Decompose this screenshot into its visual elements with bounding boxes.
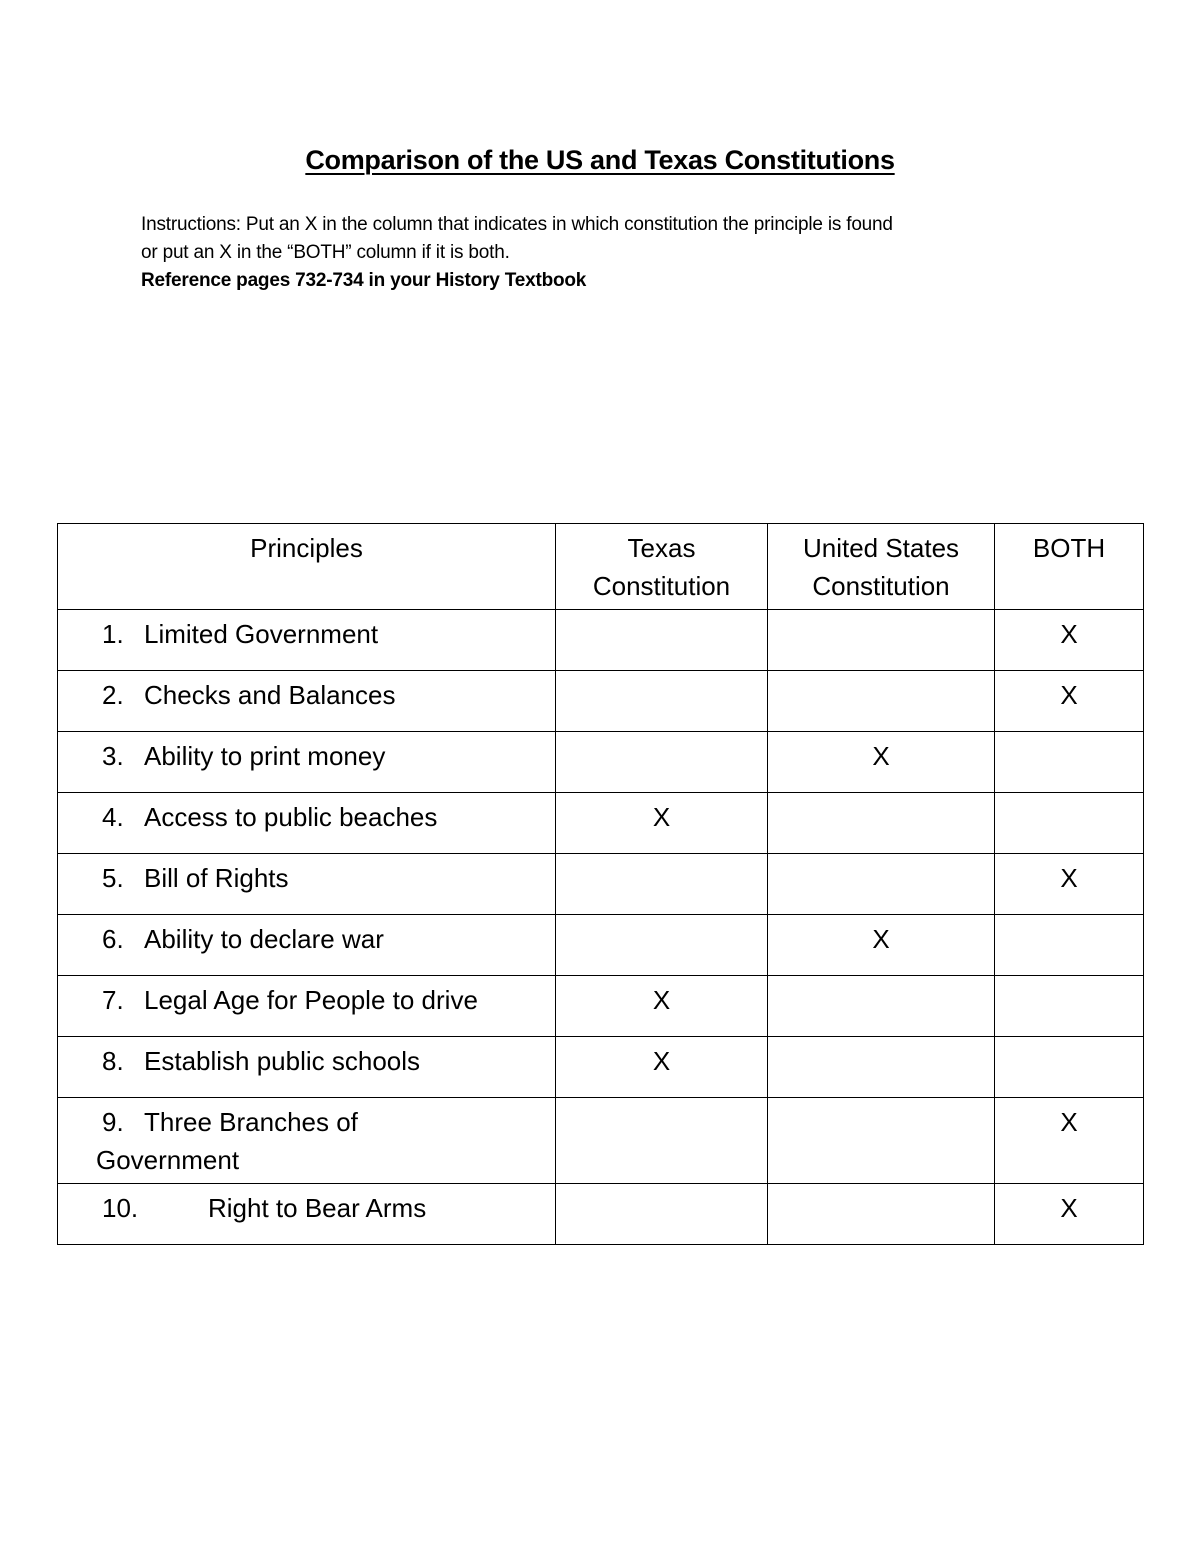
texas-mark-cell[interactable] — [556, 1184, 768, 1245]
table-header-row — [58, 524, 1144, 610]
principle-number: 2. — [102, 680, 124, 710]
texas-mark-cell[interactable] — [556, 915, 768, 976]
header-texas-constitution: Texas Constitution — [556, 524, 768, 610]
principle-number: 10. — [102, 1193, 139, 1223]
instructions-line-1: Instructions: Put an X in the column that indicates in which constitution the principle is found — [141, 214, 893, 235]
us-mark-cell[interactable] — [768, 1037, 995, 1098]
texas-mark-cell[interactable] — [556, 671, 768, 732]
us-mark-cell[interactable] — [768, 610, 995, 671]
principle-cell — [58, 671, 556, 732]
texas-mark-cell[interactable]: X — [556, 793, 768, 854]
both-mark-cell[interactable] — [995, 976, 1144, 1037]
reference-note: Reference pages 732-734 in your History Textbook — [141, 270, 587, 291]
texas-mark-cell[interactable] — [556, 610, 768, 671]
principle-cell — [58, 793, 556, 854]
table-row — [58, 793, 1144, 854]
document-title: Comparison of the US and Texas Constitutions — [305, 145, 895, 175]
header-both: BOTH — [995, 524, 1144, 610]
texas-mark-cell[interactable] — [556, 854, 768, 915]
instructions-line-2: or put an X in the “BOTH” column if it is both. — [141, 242, 510, 263]
table-row — [58, 1184, 1144, 1245]
principle-number: 1. — [102, 619, 124, 649]
us-mark-cell[interactable]: X — [768, 915, 995, 976]
principle-number: 8. — [102, 1046, 124, 1076]
principle-cell — [58, 610, 556, 671]
table-row — [58, 1037, 1144, 1098]
table-row — [58, 671, 1144, 732]
principle-label: Bill of Rights — [144, 863, 289, 893]
principle-number: 6. — [102, 924, 124, 954]
both-mark-cell[interactable]: X — [995, 671, 1144, 732]
us-mark-cell[interactable]: X — [768, 732, 995, 793]
both-mark-cell[interactable] — [995, 793, 1144, 854]
principle-number: 4. — [102, 802, 124, 832]
principle-label: Limited Government — [144, 619, 379, 649]
instructions-block — [141, 211, 1071, 295]
us-mark-cell[interactable] — [768, 793, 995, 854]
principle-label: Right to Bear Arms — [208, 1193, 427, 1223]
principle-cell — [58, 915, 556, 976]
principle-label: Access to public beaches — [144, 802, 438, 832]
table-row — [58, 915, 1144, 976]
principle-label: Checks and Balances — [144, 680, 396, 710]
texas-mark-cell[interactable]: X — [556, 1037, 768, 1098]
principle-label: Ability to declare war — [144, 924, 384, 954]
principle-cell — [58, 1037, 556, 1098]
principle-cell — [58, 1184, 556, 1245]
both-mark-cell[interactable] — [995, 1037, 1144, 1098]
texas-mark-cell[interactable]: X — [556, 976, 768, 1037]
principle-label: Establish public schools — [144, 1046, 421, 1076]
header-principles: Principles — [58, 524, 556, 610]
texas-mark-cell[interactable] — [556, 732, 768, 793]
principle-label: Legal Age for People to drive — [144, 985, 478, 1015]
both-mark-cell[interactable]: X — [995, 1184, 1144, 1245]
both-mark-cell[interactable]: X — [995, 1098, 1144, 1184]
principle-label-continued: Government — [96, 1145, 240, 1175]
principle-label: Ability to print money — [144, 741, 386, 771]
table-row — [58, 732, 1144, 793]
both-mark-cell[interactable] — [995, 732, 1144, 793]
header-us-constitution: United States Constitution — [768, 524, 995, 610]
us-mark-cell[interactable] — [768, 1184, 995, 1245]
us-mark-cell[interactable] — [768, 671, 995, 732]
table-row — [58, 976, 1144, 1037]
principle-label: Three Branches of — [144, 1107, 358, 1137]
table-row — [58, 1098, 1144, 1184]
table-row — [58, 610, 1144, 671]
comparison-table — [57, 523, 1144, 1245]
table-row — [58, 854, 1144, 915]
principle-number: 5. — [102, 863, 124, 893]
texas-mark-cell[interactable] — [556, 1098, 768, 1184]
principle-number: 3. — [102, 741, 124, 771]
us-mark-cell[interactable] — [768, 976, 995, 1037]
us-mark-cell[interactable] — [768, 854, 995, 915]
both-mark-cell[interactable] — [995, 915, 1144, 976]
us-mark-cell[interactable] — [768, 1098, 995, 1184]
principle-number: 9. — [102, 1107, 124, 1137]
both-mark-cell[interactable]: X — [995, 610, 1144, 671]
principle-cell — [58, 854, 556, 915]
principle-cell — [58, 1098, 556, 1184]
principle-cell — [58, 732, 556, 793]
both-mark-cell[interactable]: X — [995, 854, 1144, 915]
principle-cell — [58, 976, 556, 1037]
principle-number: 7. — [102, 985, 124, 1015]
